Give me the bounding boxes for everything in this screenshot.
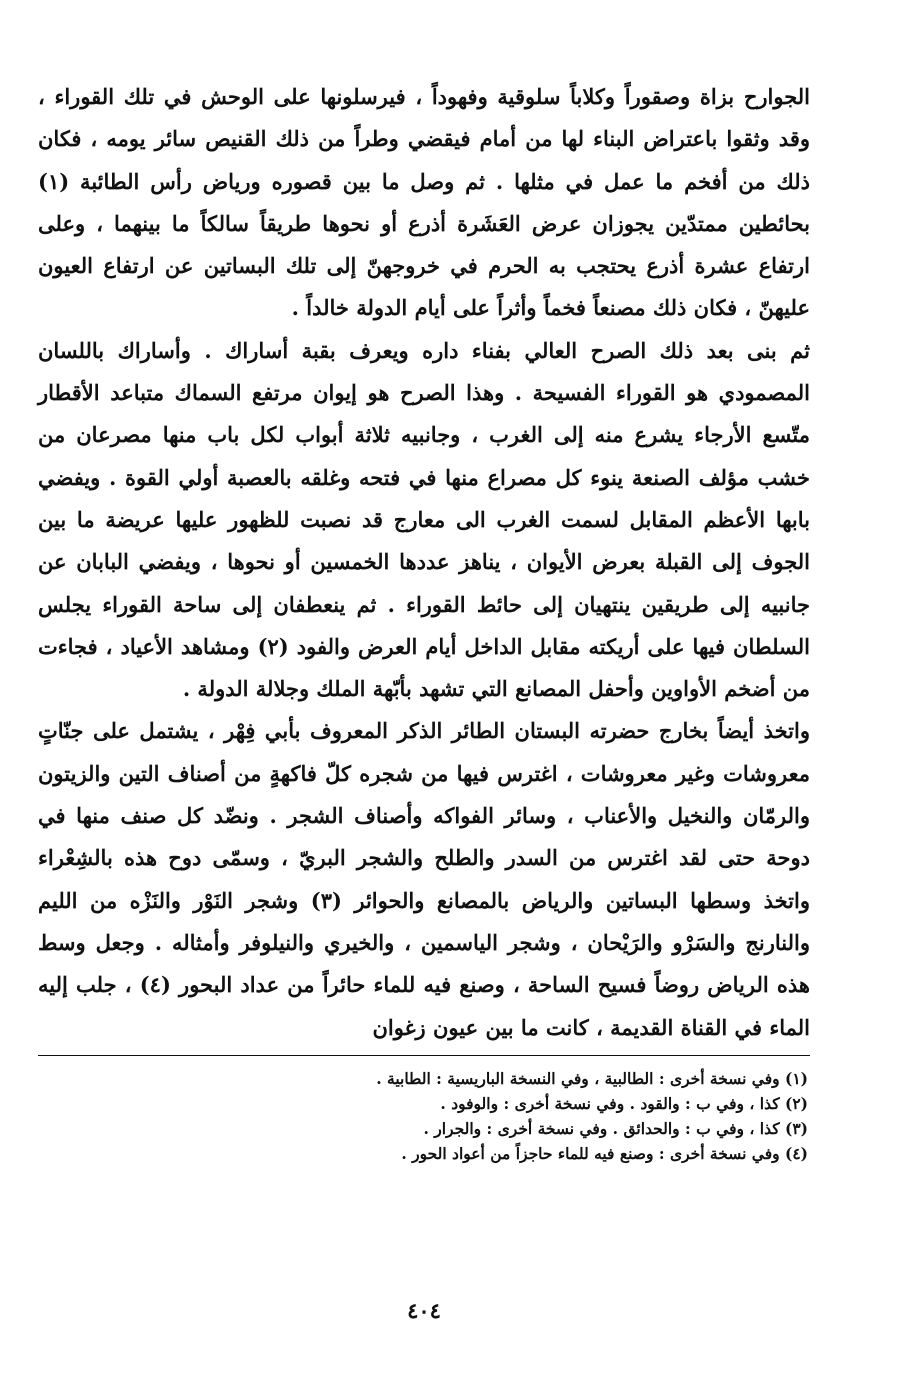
footnote-1: (١) وفي نسخة أخرى : الطالبية ، وفي النسخة الباريسية : الطابية . — [376, 1068, 808, 1088]
footnote-2: (٢) كذا ، وفي ب : والقود . وفي نسخة أخرى : والوفود . — [440, 1093, 808, 1113]
document-page — [38, 76, 810, 1366]
footnote-3: (٣) كذا ، وفي ب : والحدائق . وفي نسخة أخرى : والجرار . — [423, 1118, 808, 1138]
main-text — [38, 76, 810, 1049]
footnote-4: (٤) وفي نسخة أخرى : وصنع فيه للماء حاجزاً من أعواد الحور . — [401, 1143, 808, 1163]
paragraph-3: واتخذ أيضاً بخارج حضرته البستان الطائر الذكر المعروف بأبي فِهْر ، يشتمل على جنّاتٍ معروشات وغير معروشات ، اغترس فيها من شجره كلّ فاكهةٍ من أصناف التين والزيتون والرمّان والنخيل والأعناب ، وسائر الفواكه وأصناف الشجر . ونضّد كل صنف منها في دوحة حتى لقد اغترس من السدر والطلح والشجر البريّ ، وسمّى دوح هذه بالشِعْراء واتخذ وسطها البساتين والرياض بالمصانع والحوائر (٣) وشجر النَوْر والنَزْه من الليم والنارنج والسَرْو والرَيْحان ، وشجر الياسمين ، والخيري والنيلوفر وأمثاله . وجعل وسط هذه الرياض روضاً فسيح الساحة ، وصنع فيه للماء حائراً من عداد البحور (٤) ، جلب إليه الماء في القناة القديمة ، كانت ما بين عيون زغوان — [38, 718, 810, 1040]
footnote-divider — [38, 1055, 810, 1056]
footnotes — [38, 1066, 810, 1166]
paragraph-1: الجوارح بزاة وصقوراً وكلاباً سلوقية وفهوداً ، فيرسلونها على الوحش في تلك القوراء ، وقد وثقوا باعتراض البناء لها من أمام فيقضي وطراً من ذلك القنيص سائر يومه ، فكان ذلك من أفخم ما عمل في مثلها . ثم وصل ما بين قصوره ورياض رأس الطائبة (١) بحائطين ممتدّين يجوزان عرض العَشَرة أذرع أو نحوها طريقاً سالكاً ما بينهما ، وعلى ارتفاع عشرة أذرع يحتجب به الحرم في خروجهنّ إلى تلك البساتين عن ارتفاع العيون عليهنّ ، فكان ذلك مصنعاً فخماً وأثراً على أيام الدولة خالداً . — [38, 84, 810, 321]
paragraph-2: ثم بنى بعد ذلك الصرح العالي بفناء داره ويعرف بقبة أساراك . وأساراك باللسان المصمودي هو القوراء الفسيحة . وهذا الصرح هو إيوان مرتفع السماك متباعد الأقطار متّسع الأرجاء يشرع منه إلى الغرب ، وجانبيه ثلاثة أبواب لكل باب منها مصرعان من خشب مؤلف الصنعة ينوء كل مصراع منها في فتحه وغلقه بالعصبة أولي القوة . ويفضي بابها الأعظم المقابل لسمت الغرب الى معارج قد نصبت للظهور عليها عريضة ما بين الجوف إلى القبلة بعرض الأيوان ، يناهز عددها الخمسين أو نحوها ، ويفضي البابان عن جانبيه إلى طريقين ينتهيان إلى حائط القوراء . ثم ينعطفان إلى ساحة القوراء يجلس السلطان فيها على أريكته مقابل الداخل أيام العرض والفود (٢) ومشاهد الأعياد ، فجاءت من أضخم الأواوين وأحفل المصانع التي تشهد بأبّهة الملك وجلالة الدولة . — [38, 337, 811, 702]
page-number: ٤٠٤ — [407, 1298, 441, 1323]
